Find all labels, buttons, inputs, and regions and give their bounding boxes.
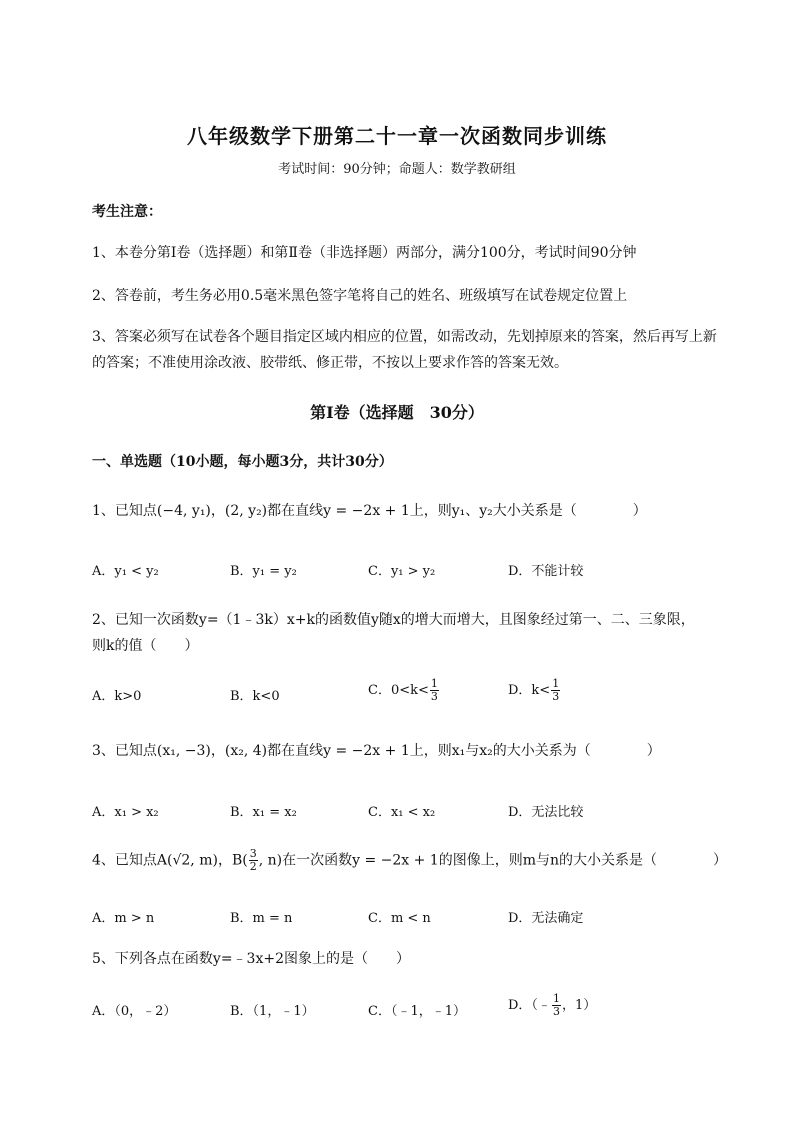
fraction-denominator: 3 (552, 690, 560, 703)
part-heading: 一、单选题（10小题，每小题3分，共计30分） (92, 454, 393, 470)
question-4-option-d: D．无法确定 (508, 911, 584, 926)
question-5-option-c: C．（﹣1，﹣1） (368, 1004, 466, 1019)
fraction-denominator: 2 (249, 860, 257, 873)
notes-heading: 考生注意： (92, 204, 162, 220)
question-5-option-d (508, 993, 596, 1018)
question-5-option-d-tail: ，1） (561, 998, 597, 1013)
question-4-option-b: B．m = n (230, 911, 293, 926)
section-title: 第I卷（选择题 30分） (310, 403, 484, 422)
fraction-denominator: 3 (430, 690, 438, 703)
fraction-numerator: 1 (552, 677, 560, 690)
question-5-option-d-text: D．（﹣ (508, 998, 551, 1013)
fraction (552, 993, 561, 1018)
question-2-stem-cont: 则k的值（ ） (92, 638, 199, 654)
question-4-stem (92, 848, 727, 873)
question-4-stem-b: , n)在一次函数y = −2x + 1的图像上，则m与n的大小关系是（ ） (258, 852, 727, 869)
question-5-stem: 5、下列各点在函数y=﹣3x+2图象上的是（ ） (92, 951, 410, 967)
exam-info: 考试时间：90分钟；命题人：数学教研组 (278, 162, 516, 177)
note-item-3-cont: 的答案；不准使用涂改液、胶带纸、修正带，不按以上要求作答的答案无效。 (92, 355, 568, 371)
fraction (551, 678, 560, 703)
question-4-option-a: A．m > n (92, 911, 155, 926)
question-5-option-a: A．（0，﹣2） (92, 1004, 177, 1019)
question-2-option-d-text: D．k< (508, 683, 551, 698)
question-2-option-a: A．k>0 (92, 689, 142, 704)
question-4-option-c: C．m < n (368, 911, 431, 926)
question-5-option-b: B．（1，﹣1） (230, 1004, 315, 1019)
fraction (249, 848, 258, 873)
question-3-stem: 3、已知点(x₁, −3)，(x₂, 4)都在直线y = −2x + 1上，则x₁与x₂的大小关系为（ ） (92, 743, 661, 759)
question-4-stem-a: 4、已知点A(√2, m)，B( (92, 852, 248, 869)
question-1-option-b: B．y₁ = y₂ (230, 564, 297, 579)
question-2-stem: 2、已知一次函数y=（1﹣3k）x+k的函数值y随x的增大而增大，且图象经过第一、二、三象限， (92, 612, 695, 628)
fraction (430, 678, 439, 703)
question-3-option-a: A．x₁ > x₂ (92, 805, 159, 820)
note-item-3: 3、答案必须写在试卷各个题目指定区域内相应的位置，如需改动，先划掉原来的答案，然后再写上新 (92, 329, 717, 345)
fraction-numerator: 1 (430, 677, 438, 690)
fraction-numerator: 3 (249, 847, 257, 860)
question-2-option-c-text: C．0<k< (368, 683, 429, 698)
note-item-1: 1、本卷分第I卷（选择题）和第Ⅱ卷（非选择题）两部分，满分100分，考试时间90分钟 (92, 245, 637, 261)
question-2-option-c (368, 678, 440, 703)
question-3-option-b: B．x₁ = x₂ (230, 805, 297, 820)
page-title: 八年级数学下册第二十一章一次函数同步训练 (187, 124, 607, 148)
question-2-option-d (508, 678, 561, 703)
fraction-denominator: 3 (552, 1005, 560, 1018)
question-3-option-c: C．x₁ < x₂ (368, 805, 436, 820)
note-item-2: 2、答卷前，考生务必用0.5毫米黑色签字笔将自己的姓名、班级填写在试卷规定位置上 (92, 288, 628, 304)
question-3-option-d: D．无法比较 (508, 805, 584, 820)
question-1-option-c: C．y₁ > y₂ (368, 564, 436, 579)
question-1-option-d: D．不能计较 (508, 564, 584, 579)
question-1-option-a: A．y₁ < y₂ (92, 564, 159, 579)
fraction-numerator: 1 (552, 992, 560, 1005)
question-1-stem: 1、已知点(−4, y₁)，(2, y₂)都在直线y = −2x + 1上，则y₁、y₂大小关系是（ ） (92, 503, 647, 519)
question-2-option-b: B．k<0 (230, 689, 280, 704)
